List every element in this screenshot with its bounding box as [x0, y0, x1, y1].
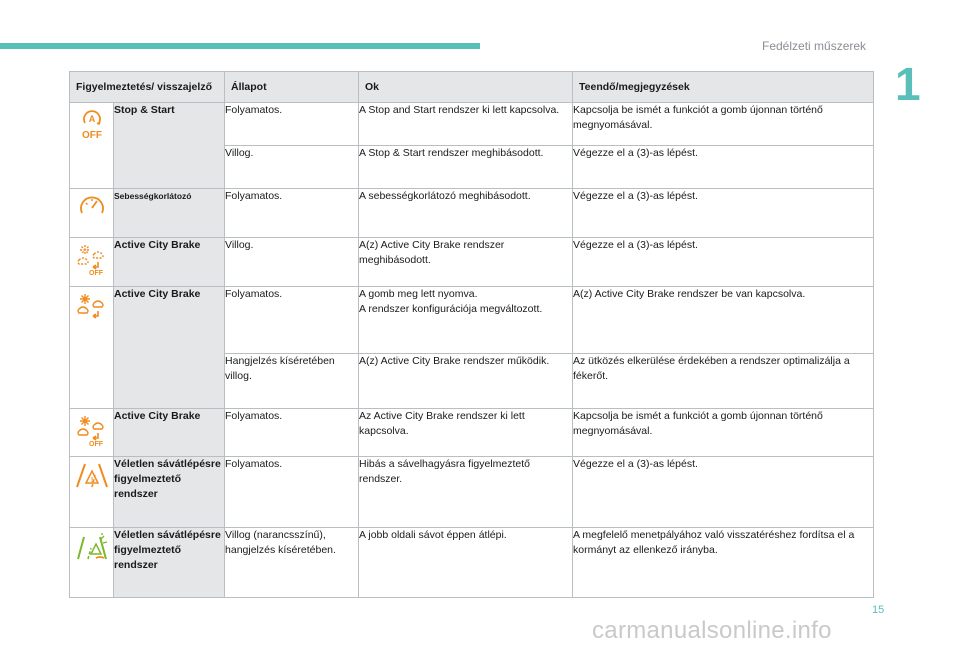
section-title: Fedélzeti műszerek	[762, 39, 867, 53]
state-cell: Folyamatos.	[225, 287, 359, 354]
cause-cell: A sebességkorlátozó meghibásodott.	[359, 189, 573, 238]
lane-departure-right-icon	[70, 528, 113, 562]
icon-cell	[70, 287, 114, 409]
action-cell: A megfelelő menetpályához való visszatéréshez fordítsa el a kormányt az ellenkező irányba.	[573, 528, 874, 598]
svg-text:OFF: OFF	[88, 270, 103, 276]
page-number: 15	[872, 604, 885, 616]
cause-cell: A jobb oldali sávot éppen átlépi.	[359, 528, 573, 598]
action-cell: Végezze el a (3)-as lépést.	[573, 457, 874, 528]
action-cell: Kapcsolja be ismét a funkciót a gomb újonnan történő megnyomásával.	[573, 409, 874, 457]
header-action: Teendő/megjegyzések	[573, 72, 874, 103]
action-cell: Az ütközés elkerülése érdekében a rendszer optimalizálja a fékerőt.	[573, 354, 874, 409]
state-cell: Folyamatos.	[225, 457, 359, 528]
state-cell: Villog (narancsszínű), hangjelzés kíséretében.	[225, 528, 359, 598]
state-cell: Folyamatos.	[225, 189, 359, 238]
cause-cell: A(z) Active City Brake rendszer meghibásodott.	[359, 238, 573, 287]
cause-cell: A Stop & Start rendszer meghibásodott.	[359, 146, 573, 189]
header-state: Állapot	[225, 72, 359, 103]
state-cell: Hangjelzés kíséretében villog.	[225, 354, 359, 409]
svg-text:OFF: OFF	[81, 130, 102, 141]
cause-cell: A(z) Active City Brake rendszer működik.	[359, 354, 573, 409]
icon-cell	[70, 189, 114, 238]
svg-text:OFF: OFF	[88, 441, 103, 447]
action-cell: Végezze el a (3)-as lépést.	[573, 189, 874, 238]
active-city-brake-icon	[70, 287, 113, 321]
state-cell: Villog.	[225, 146, 359, 189]
indicator-name: Véletlen sávátlépésre figyelmeztető rendszer	[114, 457, 225, 528]
header-indicator: Figyelmeztetés/ visszajelző	[70, 72, 225, 103]
top-accent-bar	[0, 43, 480, 49]
active-city-brake-off-icon	[70, 238, 113, 276]
icon-cell	[70, 103, 114, 189]
stop-start-off-icon	[70, 103, 113, 141]
chapter-number: 1	[895, 58, 921, 110]
watermark: carmanualsonline.info	[592, 617, 832, 644]
icon-cell	[70, 528, 114, 598]
state-cell: Folyamatos.	[225, 409, 359, 457]
warning-table	[69, 71, 874, 598]
cause-cell: Az Active City Brake rendszer ki lett kapcsolva.	[359, 409, 573, 457]
indicator-name: Active City Brake	[114, 238, 225, 287]
state-cell: Folyamatos.	[225, 103, 359, 146]
state-cell: Villog.	[225, 238, 359, 287]
indicator-name: Véletlen sávátlépésre figyelmeztető rendszer	[114, 528, 225, 598]
icon-cell	[70, 409, 114, 457]
cause-cell: A Stop and Start rendszer ki lett kapcsolva.	[359, 103, 573, 146]
action-cell: A(z) Active City Brake rendszer be van kapcsolva.	[573, 287, 874, 354]
table-row	[70, 189, 874, 238]
icon-cell	[70, 238, 114, 287]
table-row	[70, 457, 874, 528]
action-cell: Végezze el a (3)-as lépést.	[573, 146, 874, 189]
indicator-name: Active City Brake	[114, 287, 225, 409]
action-cell: Végezze el a (3)-as lépést.	[573, 238, 874, 287]
speed-limiter-icon	[70, 189, 113, 219]
active-city-brake-off-icon	[70, 409, 113, 447]
table-row	[70, 103, 874, 146]
lane-departure-warning-icon	[70, 457, 113, 489]
indicator-name: Active City Brake	[114, 409, 225, 457]
table-row	[70, 287, 874, 354]
table-row	[70, 409, 874, 457]
icon-cell	[70, 457, 114, 528]
cause-cell: A gomb meg lett nyomva. A rendszer konfigurációja megváltozott.	[359, 287, 573, 354]
indicator-name: Stop & Start	[114, 103, 225, 189]
table-row	[70, 528, 874, 598]
indicator-name: Sebességkorlátozó	[114, 189, 225, 238]
table-header-row	[70, 72, 874, 103]
svg-text:A: A	[88, 114, 95, 124]
action-cell: Kapcsolja be ismét a funkciót a gomb újonnan történő megnyomásával.	[573, 103, 874, 146]
svg-text:!: !	[90, 477, 93, 484]
table-row	[70, 238, 874, 287]
cause-cell: Hibás a sávelhagyásra figyelmeztető rendszer.	[359, 457, 573, 528]
header-cause: Ok	[359, 72, 573, 103]
